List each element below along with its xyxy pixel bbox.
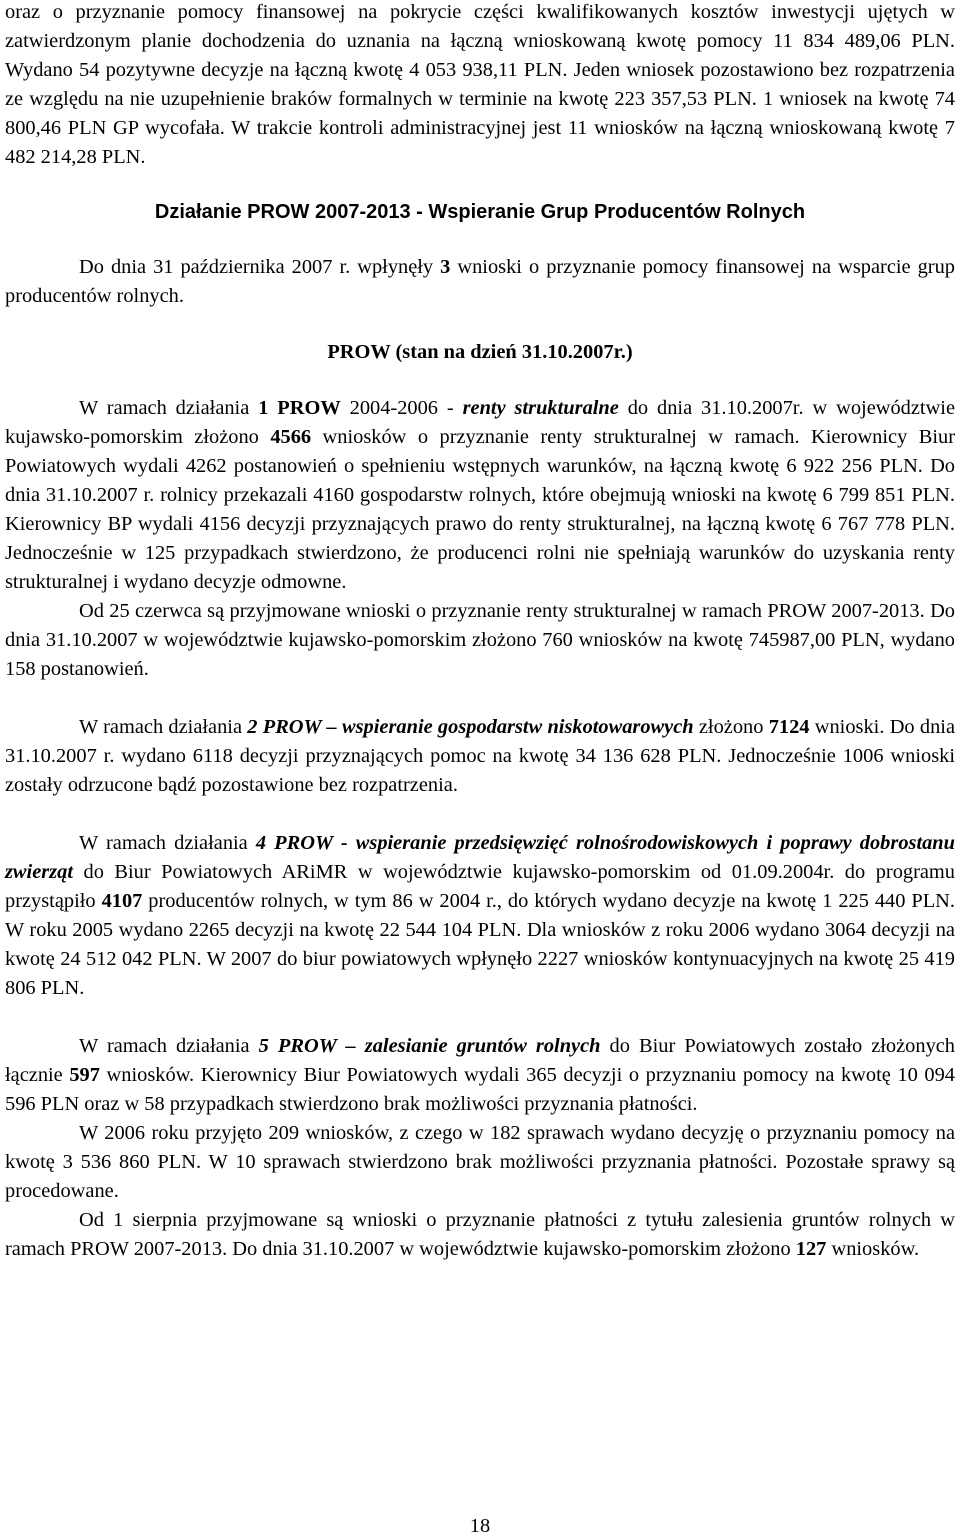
grupy-count: 3 bbox=[440, 256, 451, 278]
nisko-text-c: wnioski. Do dnia 31.10.2007 r. wydano 6118 decyzji przyznających pomoc na kwotę 34 136 628 PLN. Jednocześnie 1006 wnioski zostały odrzucone bądź pozostawione bez rozpatrzenia. bbox=[5, 716, 955, 796]
section-heading-grupy-producentow: Działanie PROW 2007-2013 - Wspieranie Grup Producentów Rolnych bbox=[154, 201, 806, 223]
zalesianie-paragraph bbox=[5, 1032, 955, 1119]
rolnosrod-text-a: W ramach działania bbox=[79, 832, 256, 854]
zalesianie-prow2007-paragraph bbox=[5, 1206, 955, 1264]
zalesianie-p3-text-a: Od 1 sierpnia przyjmowane są wnioski o przyznanie płatności z tytułu zalesienia gruntów rolnych w ramach PROW 2007-2013. Do dnia 31.10.2007 w województwie kujawsko-pomorskim złożono bbox=[5, 1209, 955, 1260]
intro-paragraph: oraz o przyznanie pomocy finansowej na pokrycie części kwalifikowanych kosztów inwestycji ujętych w zatwierdzonym planie dochodzenia do uznania na łączną wnioskowaną kwotę pomocy 11 834 489,06 PLN. Wydano 54 pozytywne decyzje na łączną kwotę 4 053 938,11 PLN. Jeden wniosek pozostawiono bez rozpatrzenia ze względu na nie uzupełnienie braków formalnych w terminie na kwotę 223 357,53 PLN. 1 wniosek na kwotę 74 800,46 PLN GP wycofała. W trakcie kontroli administracyjnej jest 11 wniosków na łączną wnioskowaną kwotę 7 482 214,28 PLN. bbox=[5, 1, 955, 168]
page-number: 18 bbox=[469, 1515, 491, 1537]
rolnosrod-text-c: producentów rolnych, w tym 86 w 2004 r., do których wydano decyzje na kwotę 1 225 440 PLN. W roku 2005 wydano 2265 decyzji na kwotę 22 544 104 PLN. Dla wniosków z roku 2006 wydano 3064 decyzji na kwotę 24 512 042 PLN. W 2007 do biur powiatowych wpłynęło 2227 wniosków kontynuacyjnych na kwotę 25 419 806 PLN. bbox=[5, 890, 956, 999]
section-heading-prow-status: PROW (stan na dzień 31.10.2007r.) bbox=[327, 341, 633, 363]
grupy-text-a: Do dnia 31 października 2007 r. wpłynęły bbox=[79, 256, 441, 278]
renty-prow2007-paragraph: Od 25 czerwca są przyjmowane wnioski o przyznanie renty strukturalnej w ramach PROW 2007-2013. Do dnia 31.10.2007 w województwie kujawsko-pomorskim złożono 760 wniosków na kwotę 745987,00 PLN, wydano 158 postanowień. bbox=[5, 600, 955, 680]
rolnosrod-measure-title: 4 PROW - wspieranie przedsięwzięć rolnośrodowiskowych i poprawy dobrostanu zwierząt bbox=[5, 832, 955, 883]
grupy-paragraph bbox=[5, 253, 955, 311]
document-page bbox=[5, 0, 955, 1264]
zalesianie-p3-count: 127 bbox=[795, 1238, 827, 1260]
nisko-count: 7124 bbox=[768, 716, 810, 738]
renty-text-c: do dnia 31.10.2007r. w województwie kujawsko-pomorskim złożono bbox=[5, 397, 956, 448]
renty-count: 4566 bbox=[270, 426, 312, 448]
zalesianie-p3-text-b: wniosków. bbox=[826, 1238, 920, 1260]
renty-text-a: W ramach działania bbox=[79, 397, 259, 419]
zalesianie-measure-title: 5 PROW – zalesianie gruntów rolnych bbox=[258, 1035, 601, 1057]
rolnosrodowiskowe-paragraph bbox=[5, 829, 955, 1003]
renty-paragraph bbox=[5, 394, 955, 597]
renty-text-b: 2004-2006 - bbox=[340, 397, 463, 419]
nisko-measure-title: 2 PROW – wspieranie gospodarstw niskotowarowych bbox=[247, 716, 694, 738]
nisko-text-a: W ramach działania bbox=[79, 716, 248, 738]
rolnosrod-count: 4107 bbox=[101, 890, 143, 912]
rolnosrod-text-b: do Biur Powiatowych ARiMR w województwie kujawsko-pomorskim od 01.09.2004r. do programu przystąpiło bbox=[5, 861, 955, 912]
zalesianie-text-a: W ramach działania bbox=[79, 1035, 259, 1057]
zalesianie-text-c: wniosków. Kierownicy Biur Powiatowych wydali 365 decyzji o przyznaniu pomocy na kwotę 10 094 596 PLN oraz w 58 przypadkach stwierdzono brak możliwości przyznania płatności. bbox=[5, 1064, 956, 1115]
nisko-text-b: złożono bbox=[693, 716, 769, 738]
zalesianie-2006-paragraph: W 2006 roku przyjęto 209 wniosków, z czego w 182 sprawach wydano decyzję o przyznaniu pomocy na kwotę 3 536 860 PLN. W 10 sprawach stwierdzono brak możliwości przyznania płatności. Pozostałe sprawy są procedowane. bbox=[5, 1122, 955, 1202]
zalesianie-count: 597 bbox=[69, 1064, 100, 1086]
zalesianie-text-b: do Biur Powiatowych zostało złożonych łącznie bbox=[5, 1035, 956, 1086]
renty-measure-number: 1 PROW bbox=[258, 397, 341, 419]
renty-measure-title: renty strukturalne bbox=[462, 397, 619, 419]
grupy-text-b: wnioski o przyznanie pomocy finansowej na wsparcie grup producentów rolnych. bbox=[5, 256, 955, 307]
niskotowarowe-paragraph bbox=[5, 713, 955, 800]
renty-text-d: wniosków o przyznanie renty strukturalnej w ramach. Kierownicy Biur Powiatowych wydali 4262 postanowień o spełnieniu wstępnych warunków, na łączną kwotę 6 922 256 PLN. Do dnia 31.10.2007 r. rolnicy przekazali 4160 gospodarstw rolnych, które obejmują wnioski na kwotę 6 799 851 PLN. Kierownicy BP wydali 4156 decyzji przyznających prawo do renty strukturalnej, na łączną kwotę 6 767 778 PLN. Jednocześnie w 125 przypadkach stwierdzono, że producenci rolni nie spełniają warunków do uzyskania renty strukturalnej i wydano decyzje odmowne. bbox=[5, 426, 955, 593]
